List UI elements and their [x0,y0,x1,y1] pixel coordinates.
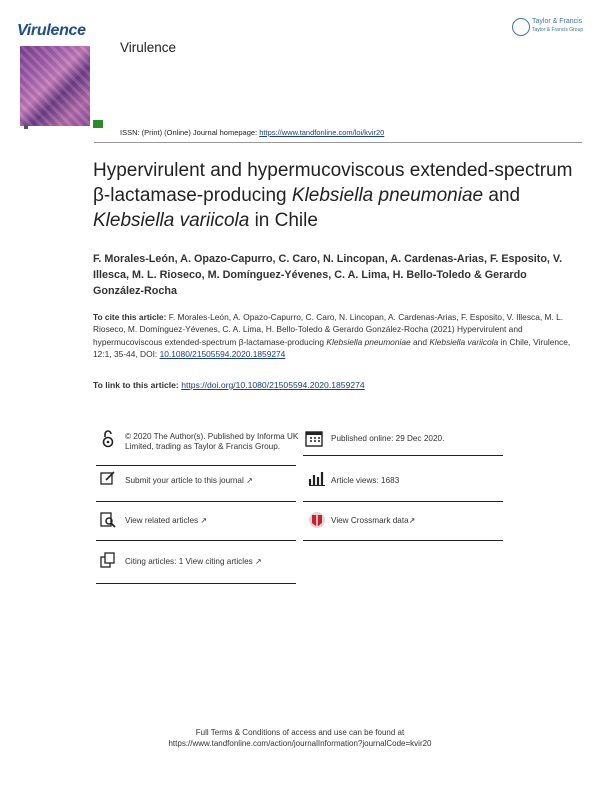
header-divider [94,142,582,143]
external-link-icon: ↗ [200,516,208,525]
divider [96,501,296,502]
article-link-line [93,380,365,390]
cover-title: Virulence [17,22,86,39]
publisher-logo-text: Taylor & Francis [532,18,583,25]
open-access-lock-icon [100,430,116,446]
edit-submit-icon [100,470,116,486]
article-link-label: To link to this article: [93,380,182,390]
publisher-logo-icon [512,18,530,36]
crossmark-link[interactable] [331,516,415,526]
external-link-icon: ↗ [255,557,262,566]
open-access-thumb-icon [93,120,103,128]
submit-article-label: Submit your article to this journal [125,476,244,485]
external-link-icon: ↗ [408,516,416,525]
article-title [93,158,573,233]
related-articles-label: View related articles [125,516,199,525]
citation-text-2: and [410,336,430,347]
article-views-chart-icon [308,470,324,486]
cover-mark [24,125,28,129]
divider [96,540,296,541]
search-related-icon [100,512,116,528]
publisher-logo[interactable] [512,18,584,38]
divider [303,540,503,541]
article-views: Article views: 1683 [331,476,400,485]
article-authors: F. Morales-León, A. Opazo-Capurro, C. Caro, N. Lincopan, A. Cardenas-Arias, F. Esposito, V. Illesca, M. L. Rioseco, M. Domínguez-Yévenes, C. A. Lima, H. Bello-Toledo & Gerardo González-Rocha [93,253,563,297]
citation-text-1: F. Morales-León, A. Opazo-Capurro, C. Caro, N. Lincopan, A. Cardenas-Arias, F. Esposito, V. Illesca, M. L. Rioseco, M. Domínguez-Yévenes, C. A. Lima, H. Bello-Toledo & Gerardo González-Rocha (2021) Hypervirulent and hypermucoviscous extended-spectrum β-lactamase-producing [93,312,564,347]
divider [96,465,296,466]
citing-articles-link[interactable] [125,557,262,567]
title-species-2: Klebsiella variicola [93,210,250,231]
license-text: © 2020 The Author(s). Published by Informa UK Limited, trading as Taylor & Francis Group. [125,432,299,451]
cover-texture [20,46,90,126]
title-text-2: and [483,185,521,206]
citing-articles-label: Citing articles: 1 View citing articles [125,557,253,566]
title-text-1: Hypervirulent and hypermucoviscous extended-spectrum β-lactamase-producing [93,160,573,206]
citation-text-3: in Chile, Virulence, 12:1, 35-44, DOI: [93,336,571,360]
article-doi-url-link[interactable]: https://doi.org/10.1080/21505594.2020.1859274 [181,380,365,390]
journal-homepage-link[interactable]: https://www.tandfonline.com/loi/kvir20 [259,128,385,137]
crossmark-icon [308,511,324,527]
issn-text: ISSN: (Print) (Online) Journal homepage: [120,128,260,137]
submit-article-link[interactable] [125,476,253,486]
related-articles-link[interactable] [125,516,207,526]
journal-name: Virulence [120,40,177,55]
external-link-icon: ↗ [246,476,253,485]
footer-terms-text: Full Terms & Conditions of access and use can be found at [195,728,405,737]
title-species-1: Klebsiella pneumoniae [291,185,484,206]
divider [303,501,503,502]
crossmark-label: View Crossmark data [331,516,409,525]
issn-line [120,128,384,137]
divider [96,583,296,584]
citation-label: To cite this article: [93,312,167,322]
citation-species-2: Klebsiella variicola [429,336,499,347]
citation-block [93,311,581,361]
journal-cover [17,22,97,126]
title-text-3: in Chile [249,210,318,231]
footer [0,727,600,749]
citation-species-1: Klebsiella pneumoniae [326,336,411,347]
citing-articles-icon [100,552,116,568]
published-online-date: Published online: 29 Dec 2020. [331,434,445,443]
divider [303,455,503,456]
publisher-logo-subtext: Taylor & Francis Group [532,27,584,33]
calendar-icon [305,429,321,445]
doi-link[interactable]: 10.1080/21505594.2020.1859274 [159,349,286,360]
footer-journal-info-link[interactable]: https://www.tandfonline.com/action/journalInformation?journalCode=kvir20 [168,739,432,748]
